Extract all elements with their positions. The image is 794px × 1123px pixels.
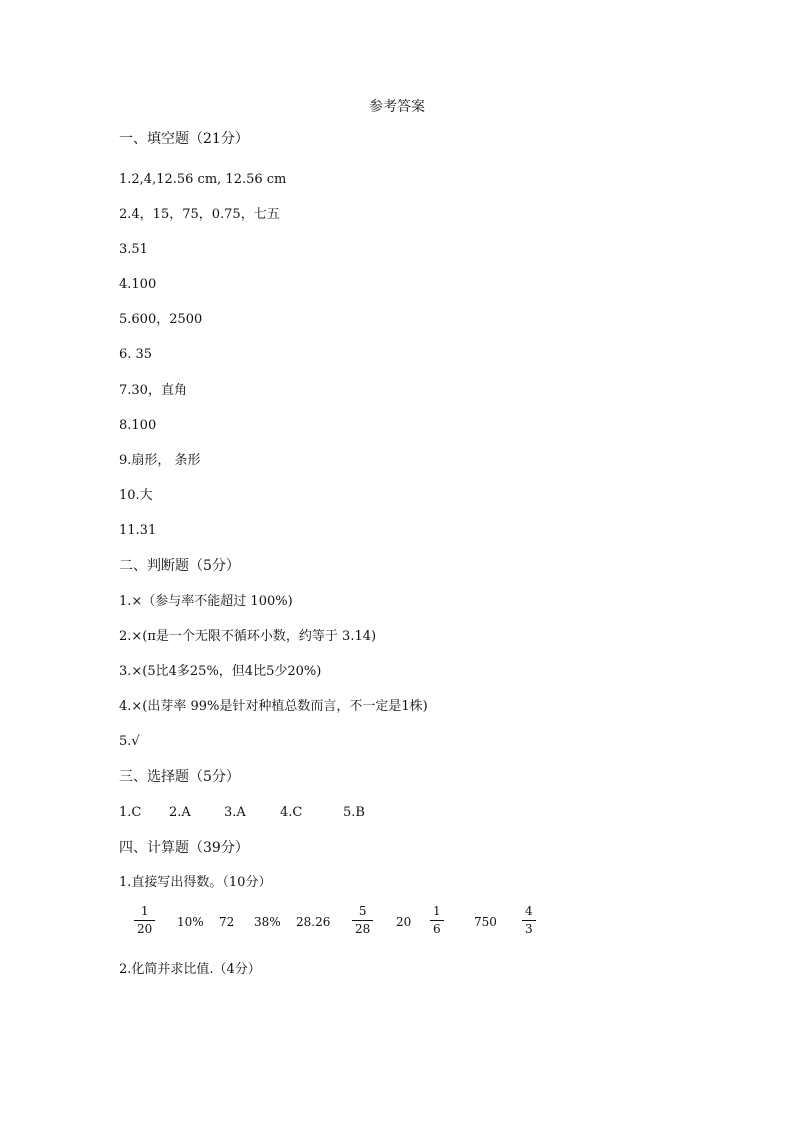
fraction-denominator: 6 [433,922,441,936]
fraction-numerator: 4 [525,904,533,918]
fill-answer-4: 4.100 [119,277,157,292]
choice-answers [119,804,365,822]
section-heading-calc: 四、计算题（39分） [119,840,249,856]
choice-answer-4: 4.C [280,805,303,820]
choice-answer-3: 3.A [224,805,246,820]
calc-result-3: 72 [219,915,235,929]
judge-answer-3: 3.×(5比4多25%，但4比5少20%) [119,664,322,679]
fraction-numerator: 1 [433,904,441,918]
judge-answer-1: 1.×（参与率不能超过 100%) [119,594,293,609]
calc-result-7: 20 [396,915,412,929]
calc-result-10 [522,904,536,937]
calc-result-6 [352,904,373,937]
calc-result-5: 28.26 [296,915,331,929]
fraction-denominator: 28 [355,922,371,936]
fill-answer-1: 1.2,4,12.56 cm, 12.56 cm [119,172,287,187]
fraction-denominator: 3 [525,922,533,936]
fill-answer-10: 10.大 [119,488,153,503]
fill-answer-9: 9.扇形， 条形 [119,453,201,468]
fill-answer-8: 8.100 [119,418,157,433]
fill-answer-3: 3.51 [119,242,148,257]
section-heading-fill: 一、填空题（21分） [119,131,249,147]
page-title: 参考答案 [369,99,425,115]
fraction-denominator: 20 [137,922,153,936]
fill-answer-11: 11.31 [119,523,157,538]
calc-result-2: 10% [177,915,204,929]
fill-answer-7: 7.30，直角 [119,383,187,398]
fill-answer-6: 6. 35 [119,347,153,362]
choice-answer-1: 1.C [119,805,142,820]
fraction-numerator: 5 [358,904,367,918]
choice-answer-2: 2.A [169,805,191,820]
fraction-numerator: 1 [140,904,149,918]
calc-result-4: 38% [254,915,281,929]
calc-sub-heading-1: 1.直接写出得数。（10分） [119,875,272,890]
calc-sub-heading-2: 2.化简并求比值.（4分） [119,962,261,977]
choice-answer-5: 5.B [343,805,365,820]
judge-answer-4: 4.×(出芽率 99%是针对种植总数而言，不一定是1株) [119,699,428,714]
calc-result-8 [430,904,444,937]
fill-answer-2: 2.4，15，75，0.75，七五 [119,207,280,222]
fill-answer-5: 5.600，2500 [119,312,203,327]
section-heading-judge: 二、判断题（5分） [119,558,240,574]
judge-answer-5: 5.√ [119,734,140,749]
calc-result-1 [134,904,155,937]
calc-result-9: 750 [474,915,497,929]
section-heading-choice: 三、选择题（5分） [119,769,240,785]
judge-answer-2: 2.×(π是一个无限不循环小数，约等于 3.14) [119,629,377,644]
